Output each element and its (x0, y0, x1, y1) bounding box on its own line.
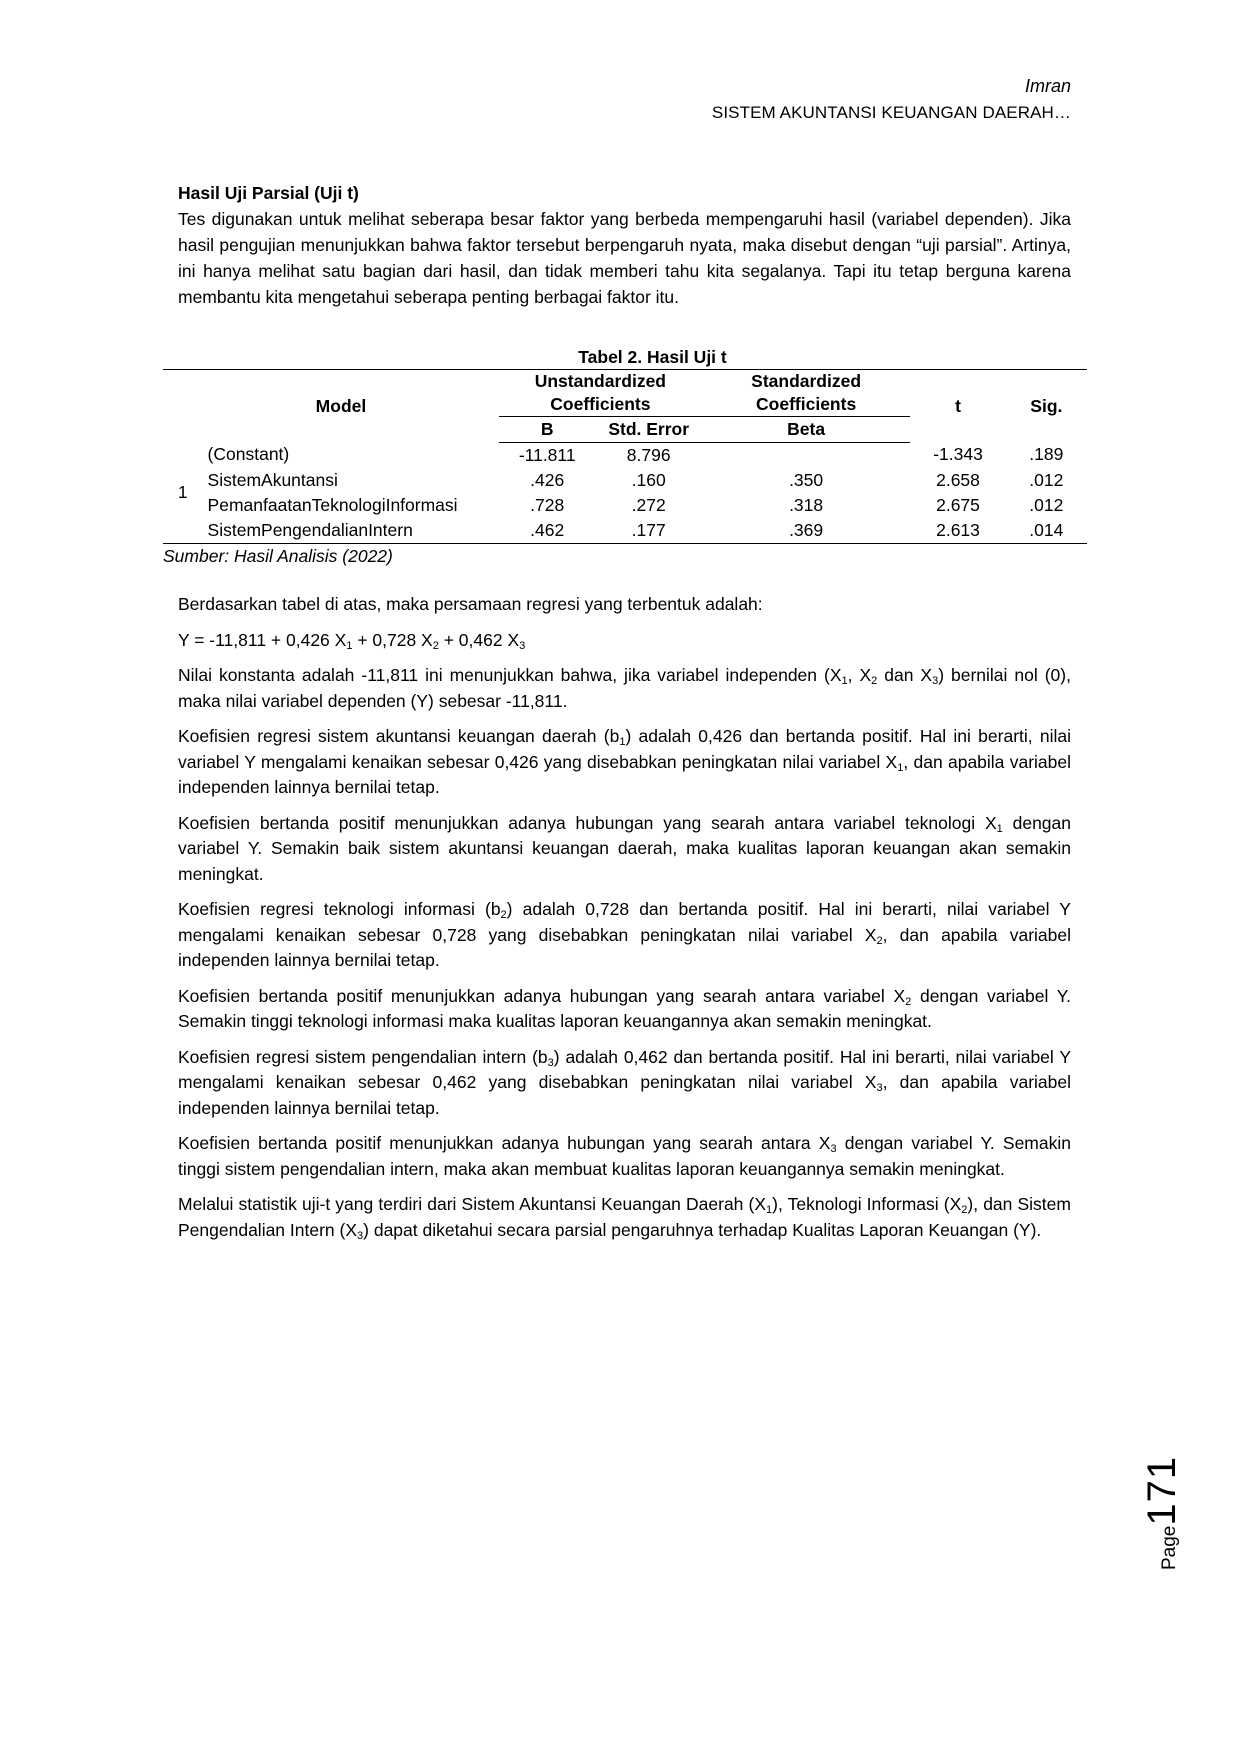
body-text (178, 592, 1071, 1253)
paragraph (178, 1131, 1071, 1182)
table-row (163, 468, 1087, 493)
std-line1: Standardized (751, 371, 862, 391)
text-run: , dan apabila variabel independen lainnya bernilai tetap. (178, 751, 1072, 797)
text-run: Koefisien regresi teknologi informasi (b (178, 899, 501, 919)
text-run: Nilai konstanta adalah -11,811 ini menunjukkan bahwa, jika variabel independen (X (178, 665, 842, 685)
page-word: Page (1159, 1525, 1180, 1570)
paragraph (178, 811, 1071, 888)
paragraph (178, 897, 1071, 974)
cell-beta: .369 (789, 519, 824, 540)
running-header-title: SISTEM AKUNTANSI KEUANGAN DAERAH… (711, 103, 1071, 122)
text-run: ), dan Sistem Pengendalian Intern (X (178, 1194, 1071, 1240)
cell-t: 2.658 (936, 469, 980, 490)
subscript: 3 (830, 1143, 837, 1155)
text-run: , dan apabila variabel independen lainnya bernilai tetap. (178, 924, 1071, 970)
text-run: , X (847, 665, 872, 685)
cell-beta: .350 (789, 469, 824, 490)
cell-std-error: 8.796 (626, 444, 671, 465)
cell-std-error: .272 (631, 494, 666, 515)
cell-b: .462 (530, 519, 565, 540)
cell-sig: .014 (1029, 519, 1064, 540)
paragraph (178, 724, 1071, 801)
subscript: 3 (876, 1082, 883, 1094)
text-run: ) adalah 0,426 dan bertanda positif. Hal ini berarti, nilai variabel Y mengalami kenaikan sebesar 0,426 yang disebabkan peningkatan nilai variabel X (178, 726, 1071, 772)
eq-part: Y = -11,811 + 0,426 X (178, 629, 347, 650)
paragraph (178, 663, 1071, 714)
col-header-t: t (955, 395, 961, 416)
text-run: ) bernilai nol (0), maka nilai variabel dependen (Y) sebesar -11,811. (178, 665, 1071, 711)
text-run: ) dapat diketahui secara parsial pengaruhnya terhadap Kualitas Laporan Keuangan (Y). (363, 1219, 1042, 1240)
subscript: 2 (871, 675, 878, 687)
col-header-std-error: Std. Error (596, 417, 702, 443)
cell-sig: .012 (1029, 494, 1064, 515)
running-header-author: Imran (1024, 76, 1071, 96)
col-header-b: B (499, 417, 596, 443)
cell-b: .426 (530, 469, 565, 490)
paragraph: Berdasarkan tabel di atas, maka persamaan regresi yang terbentuk adalah: (178, 594, 763, 614)
std-line2: Coefficients (756, 394, 857, 414)
text-run: ) adalah 0,462 dan bertanda positif. Hal ini berarti, nilai variabel Y mengalami kenaikan sebesar 0,462 yang disebabkan peningkatan nilai variabel X (178, 1046, 1071, 1092)
cell-sig: .189 (1029, 444, 1064, 465)
table-caption: Tabel 2. Hasil Uji t (578, 347, 727, 367)
text-run: ) adalah 0,728 dan bertanda positif. Hal ini berarti, nilai variabel Y mengalami kenaikan sebesar 0,728 yang disebabkan peningkatan nilai variabel X (178, 899, 1071, 945)
paragraph (178, 1192, 1071, 1243)
cell-b: -11.811 (518, 444, 576, 465)
text-run: ), Teknologi Informasi (X (772, 1194, 962, 1214)
text-run: Koefisien regresi sistem pengendalian intern (b (178, 1046, 548, 1067)
text-run: Melalui statistik uji-t yang terdiri dari Sistem Akuntansi Keuangan Daerah (X (178, 1194, 767, 1214)
subscript: 2 (432, 639, 439, 652)
intro-paragraph: Tes digunakan untuk melihat seberapa besar faktor yang berbeda mempengaruhi hasil (variabel dependen). Jika hasil pengujian menunjukkan bahwa faktor tersebut berpengaruh nyata, maka disebut dengan “uji parsial”. Artinya, ini hanya melihat satu bagian dari hasil, dan tidak memberi tahu kita segalanya. Tapi itu tetap berguna karena membantu kita mengetahui seberapa penting berbagai faktor itu. (178, 209, 1071, 307)
text-run: dengan variabel Y. Semakin tinggi sistem pengendalian intern, maka akan membuat kualitas laporan keuangannya semakin meningkat. (178, 1133, 1071, 1179)
table-row (163, 442, 1087, 468)
paragraph (178, 984, 1071, 1035)
cell-std-error: .177 (631, 519, 666, 540)
col-header-unstandardized (499, 370, 702, 417)
text-run: Koefisien bertanda positif menunjukkan adanya hubungan yang searah antara X (178, 1133, 831, 1153)
subscript: 2 (905, 995, 912, 1008)
paragraph (178, 1045, 1071, 1122)
subscript: 2 (961, 1204, 968, 1216)
eq-part: + 0,462 X (438, 629, 520, 650)
unstd-line2: Coefficients (550, 394, 651, 414)
cell-beta: .318 (789, 494, 824, 515)
subscript: 3 (357, 1229, 364, 1242)
table-row (163, 493, 1087, 518)
subscript: 1 (996, 822, 1003, 835)
t-test-table (163, 369, 1087, 544)
col-header-standardized (702, 370, 911, 417)
text-run: dengan variabel Y. Semakin tinggi teknologi informasi maka kualitas laporan keuangannya akan semakin meningkat. (178, 985, 1071, 1031)
cell-sig: .012 (1029, 469, 1064, 490)
text-run: Koefisien regresi sistem akuntansi keuangan daerah (b (178, 726, 620, 746)
regression-equation (178, 628, 1071, 654)
page-number-value: 171 (1140, 1455, 1184, 1526)
row-name: PemanfaatanTeknologiInformasi (207, 494, 458, 515)
text-run: dengan variabel Y. Semakin baik sistem akuntansi keuangan daerah, maka kualitas laporan keuangan akan semakin meningkat. (178, 812, 1071, 884)
subscript: 1 (619, 736, 626, 748)
subscript: 3 (519, 639, 526, 652)
table-row (163, 518, 1087, 544)
page-number (1140, 1456, 1185, 1570)
eq-part: + 0,728 X (352, 629, 433, 650)
row-name: SistemPengendalianIntern (207, 519, 413, 540)
cell-t: 2.613 (936, 519, 980, 540)
unstd-line1: Unstandardized (534, 371, 667, 391)
results-table-block (163, 345, 1087, 567)
text-run: , dan apabila variabel independen lainnya bernilai tetap. (178, 1072, 1071, 1118)
subscript: 1 (897, 761, 904, 774)
subscript: 3 (547, 1056, 554, 1069)
subscript: 2 (500, 909, 507, 921)
table-source: Sumber: Hasil Analisis (2022) (163, 545, 393, 566)
col-header-sig: Sig. (1030, 395, 1063, 416)
subscript: 3 (932, 675, 939, 687)
cell-b: .728 (530, 494, 565, 515)
text-run: Koefisien bertanda positif menunjukkan adanya hubungan yang searah antara variabel X (178, 985, 906, 1006)
model-index: 1 (177, 481, 188, 502)
subscript: 1 (766, 1204, 773, 1216)
subscript: 2 (876, 934, 883, 947)
text-run: Koefisien bertanda positif menunjukkan adanya hubungan yang searah antara variabel teknologi X (178, 812, 997, 833)
text-run: dan X (877, 665, 933, 685)
row-name: SistemAkuntansi (207, 469, 338, 490)
cell-t: -1.343 (933, 444, 983, 465)
subscript: 1 (841, 675, 848, 687)
cell-beta (702, 442, 911, 468)
col-header-model: Model (315, 395, 367, 416)
col-header-beta: Beta (702, 417, 911, 443)
cell-std-error: .160 (631, 469, 666, 490)
section-intro (178, 180, 1071, 310)
section-heading: Hasil Uji Parsial (Uji t) (178, 183, 359, 203)
subscript: 1 (346, 639, 353, 652)
cell-t: 2.675 (936, 494, 980, 515)
row-name: (Constant) (207, 444, 290, 465)
